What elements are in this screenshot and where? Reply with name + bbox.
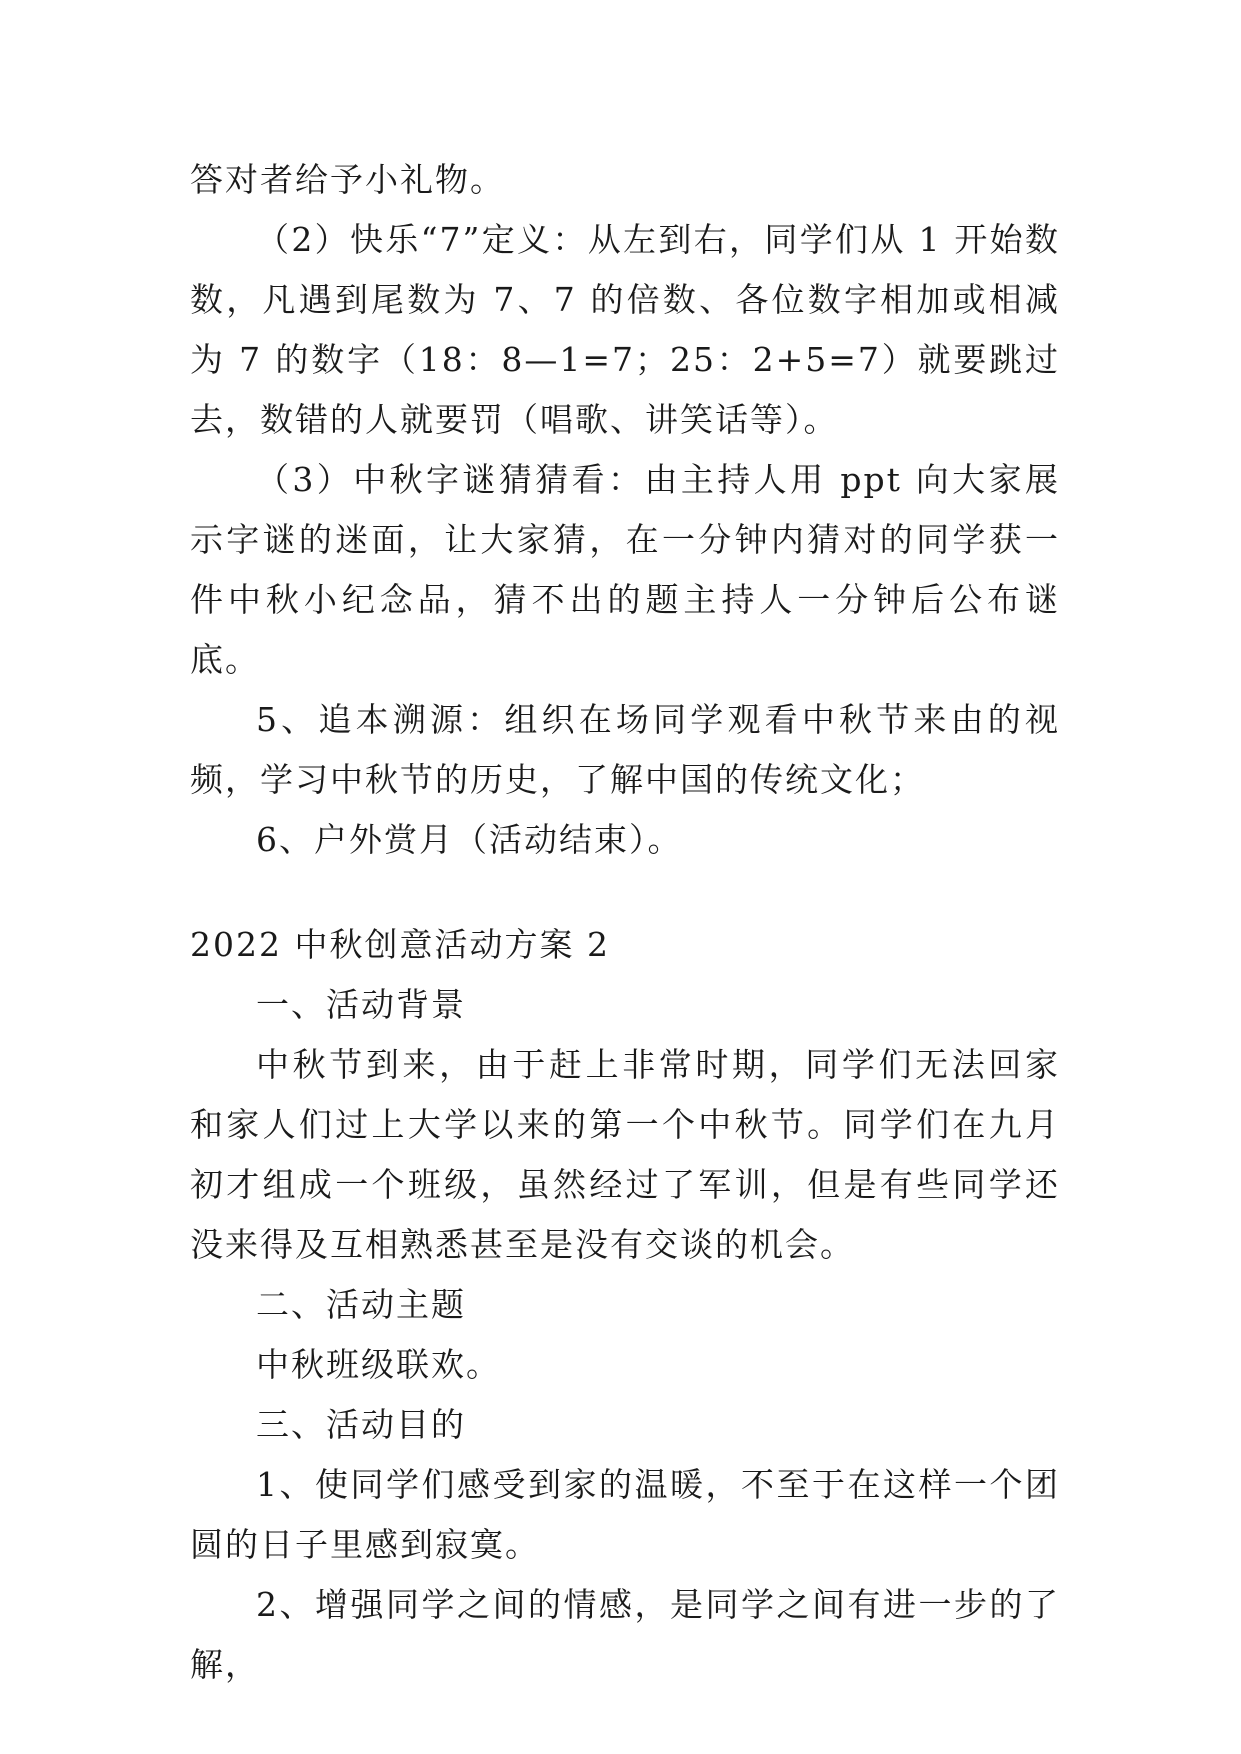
paragraph-step-5: 5、追本溯源：组织在场同学观看中秋节来由的视频，学习中秋节的历史，了解中国的传统文化； — [190, 700, 1060, 799]
paragraph-continuation: 答对者给予小礼物。 — [190, 160, 505, 199]
section-gap — [190, 870, 1060, 915]
paragraph-step-6: 6、户外赏月（活动结束）。 — [256, 820, 683, 859]
section-title: 2022 中秋创意活动方案 2 — [190, 925, 610, 964]
paragraph-purpose-2: 2、增强同学之间的情感，是同学之间有进一步的了解， — [190, 1585, 1060, 1684]
heading-activity-theme: 二、活动主题 — [256, 1285, 466, 1324]
paragraph-purpose-1: 1、使同学们感受到家的温暖，不至于在这样一个团圆的日子里感到寂寞。 — [190, 1465, 1060, 1564]
paragraph-game-riddles: （3）中秋字谜猜猜看：由主持人用 ppt 向大家展示字谜的迷面，让大家猜，在一分钟内猜对的同学获一件中秋小纪念品，猜不出的题主持人一分钟后公布谜底。 — [190, 460, 1060, 679]
paragraph-theme: 中秋班级联欢。 — [256, 1345, 501, 1384]
paragraph-background: 中秋节到来，由于赶上非常时期，同学们无法回家和家人们过上大学以来的第一个中秋节。同学们在九月初才组成一个班级，虽然经过了军训，但是有些同学还没来得及互相熟悉甚至是没有交谈的机会。 — [190, 1045, 1060, 1264]
heading-activity-background: 一、活动背景 — [256, 985, 466, 1024]
document-body — [190, 150, 1060, 1695]
paragraph-game-happy-7: （2）快乐“7”定义：从左到右，同学们从 1 开始数数，凡遇到尾数为 7、7 的倍数、各位数字相加或相减为 7 的数字（18：8—1=7；25：2+5=7）就要跳过去，数错的人就要罚（唱歌、讲笑话等）。 — [190, 220, 1060, 439]
heading-activity-purpose: 三、活动目的 — [256, 1405, 466, 1444]
